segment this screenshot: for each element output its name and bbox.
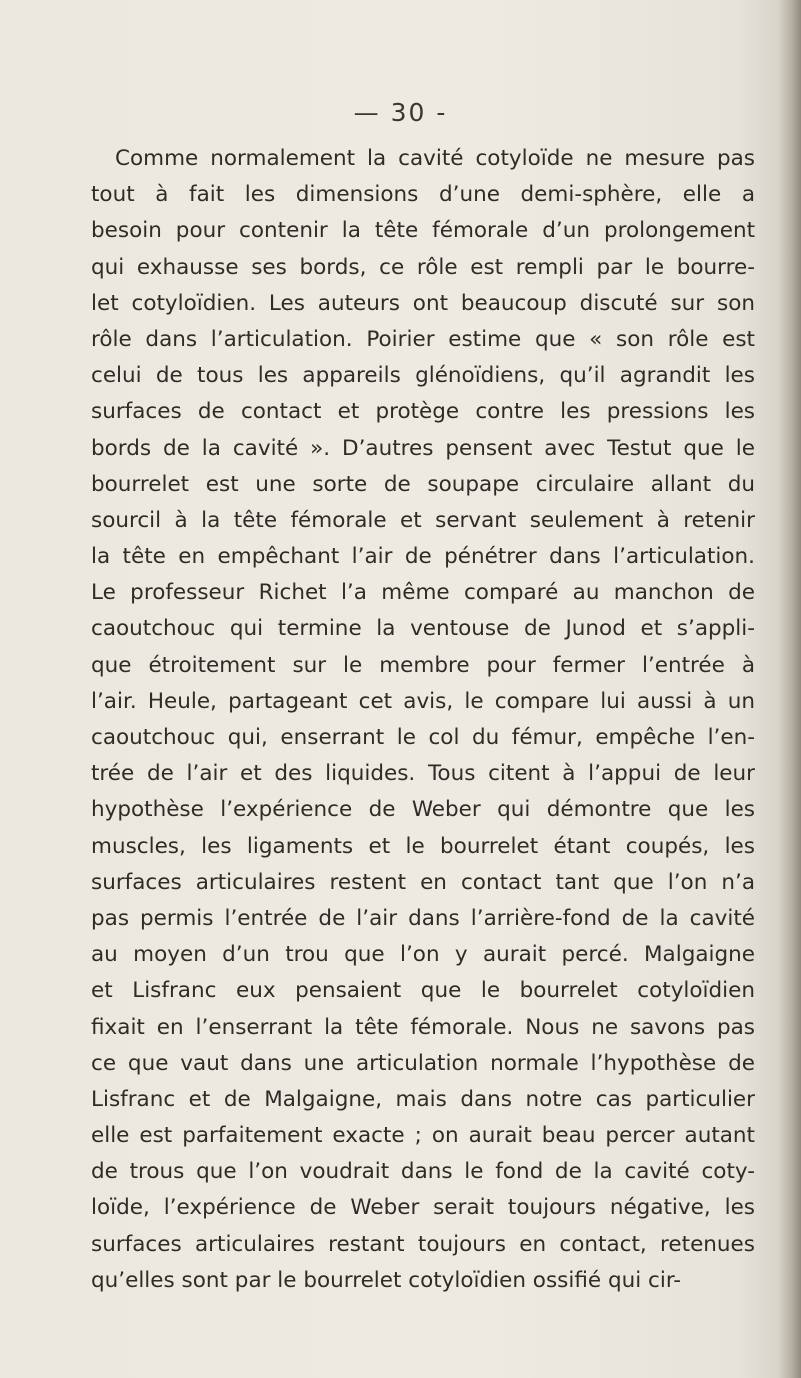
text-line: la tête en empêchant l’air de pénétrer dans l’articulation. [91,544,755,570]
text-line: surfaces articulaires restent en contact tant que l’on n’a [91,869,755,895]
text-line: bords de la cavité ». D’autres pensent avec Testut que le [91,435,755,461]
text-line: loïde, l’expérience de Weber serait toujours négative, les [91,1195,755,1221]
text-line: Comme normalement la cavité cotyloïde ne mesure pas [115,146,755,171]
text-line: bourrelet est une sorte de soupape circulaire allant du [91,471,755,497]
text-line: trée de l’air et des liquides. Tous citent à l’appui de leur [91,761,755,787]
text-line: surfaces articulaires restant toujours en contact, retenues [91,1231,755,1257]
text-line: surfaces de contact et protège contre les pressions les [91,399,755,425]
text-line: et Lisfranc eux pensaient que le bourrelet cotyloïdien [91,978,755,1004]
text-line: celui de tous les appareils glénoïdiens, qu’il agrandit les [91,363,755,389]
text-line: tout à fait les dimensions d’une demi-sphère, elle a [91,182,755,208]
text-line: de trous que l’on voudrait dans le fond de la cavité coty- [91,1159,755,1185]
text-line: ce que vaut dans une articulation normale l’hypothèse de [91,1050,755,1076]
page-edge-shadow [779,0,801,1378]
text-line: let cotyloïdien. Les auteurs ont beaucoup discuté sur son [91,290,755,316]
text-line: qui exhausse ses bords, ce rôle est rempli par le bourre- [91,254,755,280]
text-line: rôle dans l’articulation. Poirier estime que « son rôle est [91,326,755,352]
text-line: fixait en l’enserrant la tête fémorale. Nous ne savons pas [91,1014,755,1040]
text-line: besoin pour contenir la tête fémorale d’un prolongement [91,218,755,244]
text-line: hypothèse l’expérience de Weber qui démontre que les [91,797,755,823]
text-line: Lisfranc et de Malgaigne, mais dans notre cas particulier [91,1086,755,1112]
text-line: l’air. Heule, partageant cet avis, le compare lui aussi à un [91,688,755,714]
text-line: Le professeur Richet l’a même comparé au manchon de [91,580,755,606]
body-paragraph [91,141,755,1299]
text-line: muscles, les ligaments et le bourrelet étant coupés, les [91,833,755,859]
page-number: — 30 - [353,98,448,127]
text-line: que étroitement sur le membre pour fermer l’entrée à [91,652,755,678]
text-line: au moyen d’un trou que l’on y aurait percé. Malgaigne [91,942,755,968]
text-line: sourcil à la tête fémorale et servant seulement à retenir [91,507,755,533]
text-line: pas permis l’entrée de l’air dans l’arrière-fond de la cavité [91,905,755,931]
text-line: caoutchouc qui termine la ventouse de Junod et s’appli- [91,616,755,642]
text-line: caoutchouc qui, enserrant le col du fémur, empêche l’en- [91,725,755,750]
text-line: qu’elles sont par le bourrelet cotyloïdien ossifié qui cir- [91,1267,682,1293]
text-line: elle est parfaitement exacte ; on aurait beau percer autant [91,1123,755,1149]
